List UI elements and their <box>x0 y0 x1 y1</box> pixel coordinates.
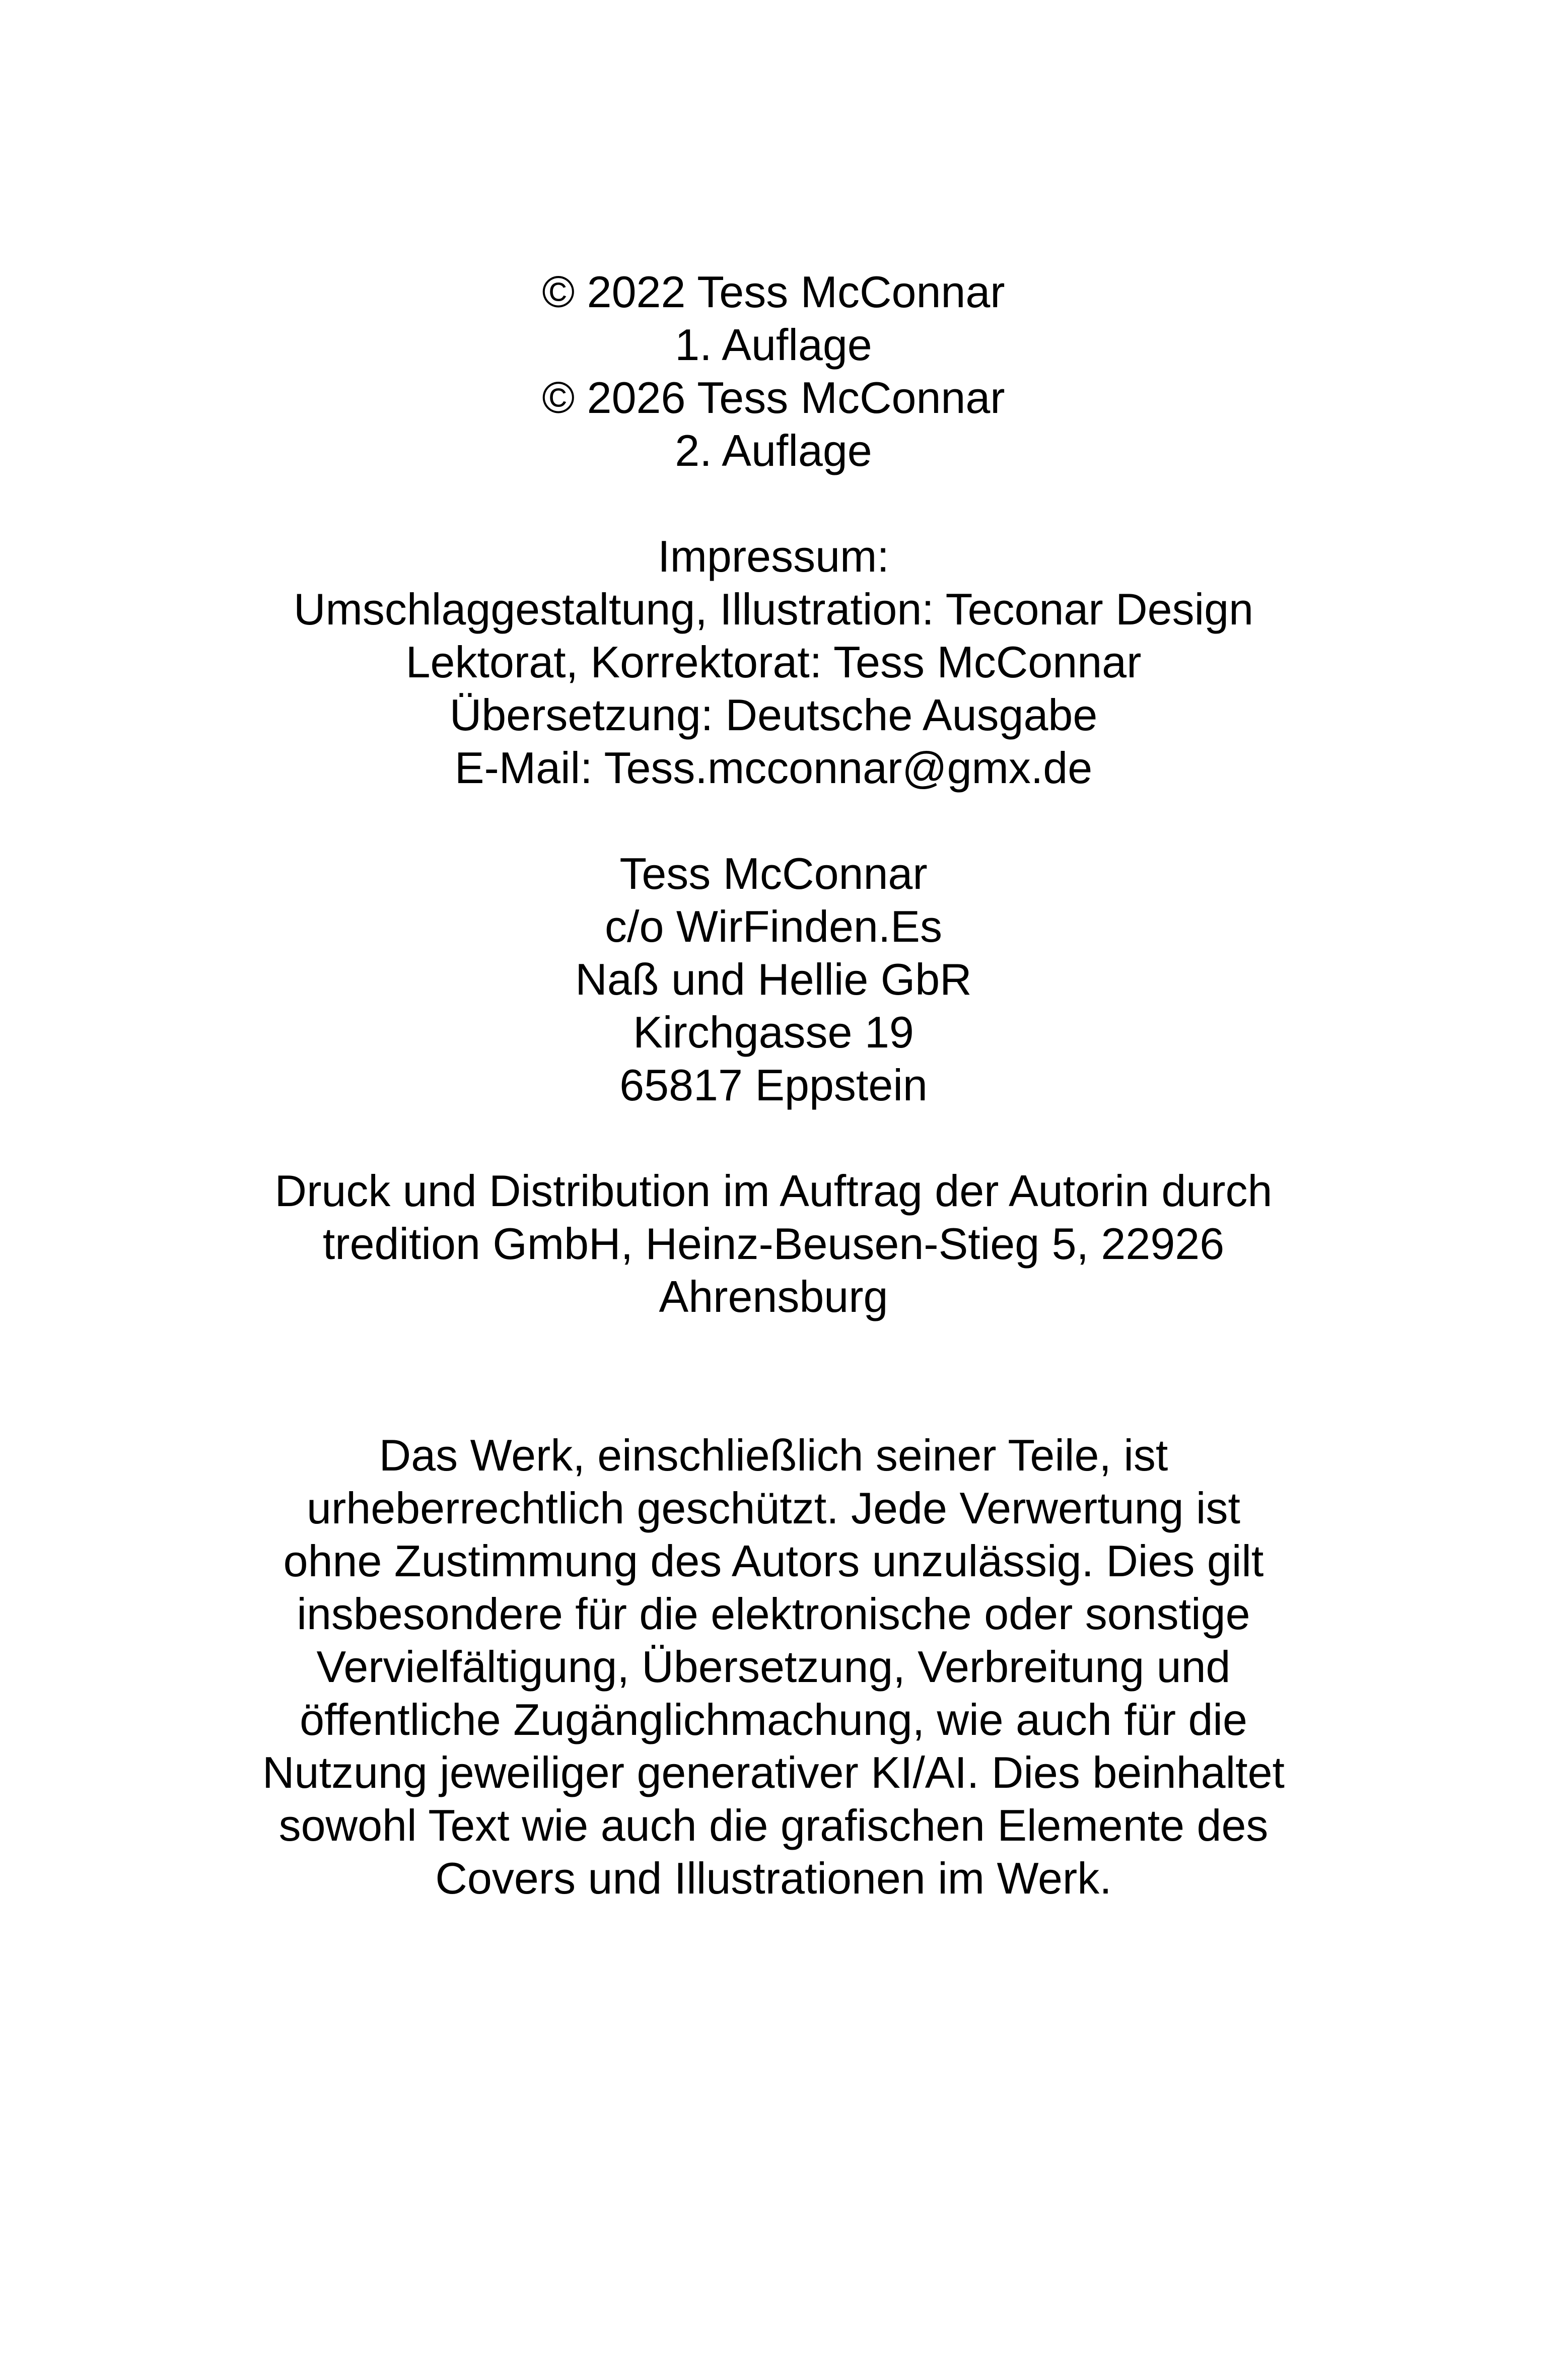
edition-line: 1. Auflage <box>675 320 872 370</box>
print-line: Druck und Distribution im Auftrag der Autorin durch <box>274 1166 1273 1216</box>
print-distribution-block <box>0 1164 1547 1323</box>
address-block <box>0 847 1547 1111</box>
rights-line: Vervielfältigung, Übersetzung, Verbreitung und <box>316 1642 1231 1692</box>
address-street: Kirchgasse 19 <box>633 1007 914 1057</box>
email-line: E-Mail: Tess.mcconnar@gmx.de <box>454 743 1093 793</box>
rights-line: ohne Zustimmung des Autors unzulässig. Dies gilt <box>283 1536 1264 1586</box>
rights-line: Covers und Illustrationen im Werk. <box>435 1853 1112 1903</box>
copyright-line: © 2022 Tess McConnar <box>542 267 1005 317</box>
cover-design-credit: Umschlaggestaltung, Illustration: Teconar Design <box>293 584 1254 634</box>
rights-line: insbesondere für die elektronische oder sonstige <box>297 1589 1250 1639</box>
editing-credit: Lektorat, Korrektorat: Tess McConnar <box>405 637 1142 687</box>
rights-line: öffentliche Zugänglichmachung, wie auch für die <box>300 1695 1247 1744</box>
translation-credit: Übersetzung: Deutsche Ausgabe <box>449 690 1098 740</box>
address-care-of: c/o WirFinden.Es <box>605 901 942 951</box>
print-line: tredition GmbH, Heinz-Beusen-Stieg 5, 22926 <box>322 1219 1225 1269</box>
address-company: Naß und Hellie GbR <box>575 954 972 1004</box>
address-name: Tess McConnar <box>619 849 928 898</box>
impressum-block <box>0 530 1547 794</box>
address-city: 65817 Eppstein <box>619 1060 928 1110</box>
rights-line: urheberrechtlich geschützt. Jede Verwertung ist <box>307 1483 1240 1533</box>
print-line: Ahrensburg <box>659 1272 888 1321</box>
edition-line: 2. Auflage <box>675 426 872 475</box>
copyright-block <box>0 265 1547 477</box>
impressum-heading: Impressum: <box>658 531 889 581</box>
rights-line: Das Werk, einschließlich seiner Teile, ist <box>379 1430 1168 1480</box>
rights-line: sowohl Text wie auch die grafischen Elemente des <box>278 1800 1269 1850</box>
copyright-line: © 2026 Tess McConnar <box>542 373 1005 423</box>
rights-line: Nutzung jeweiliger generativer KI/AI. Dies beinhaltet <box>262 1747 1285 1797</box>
rights-notice-block <box>0 1429 1547 1905</box>
